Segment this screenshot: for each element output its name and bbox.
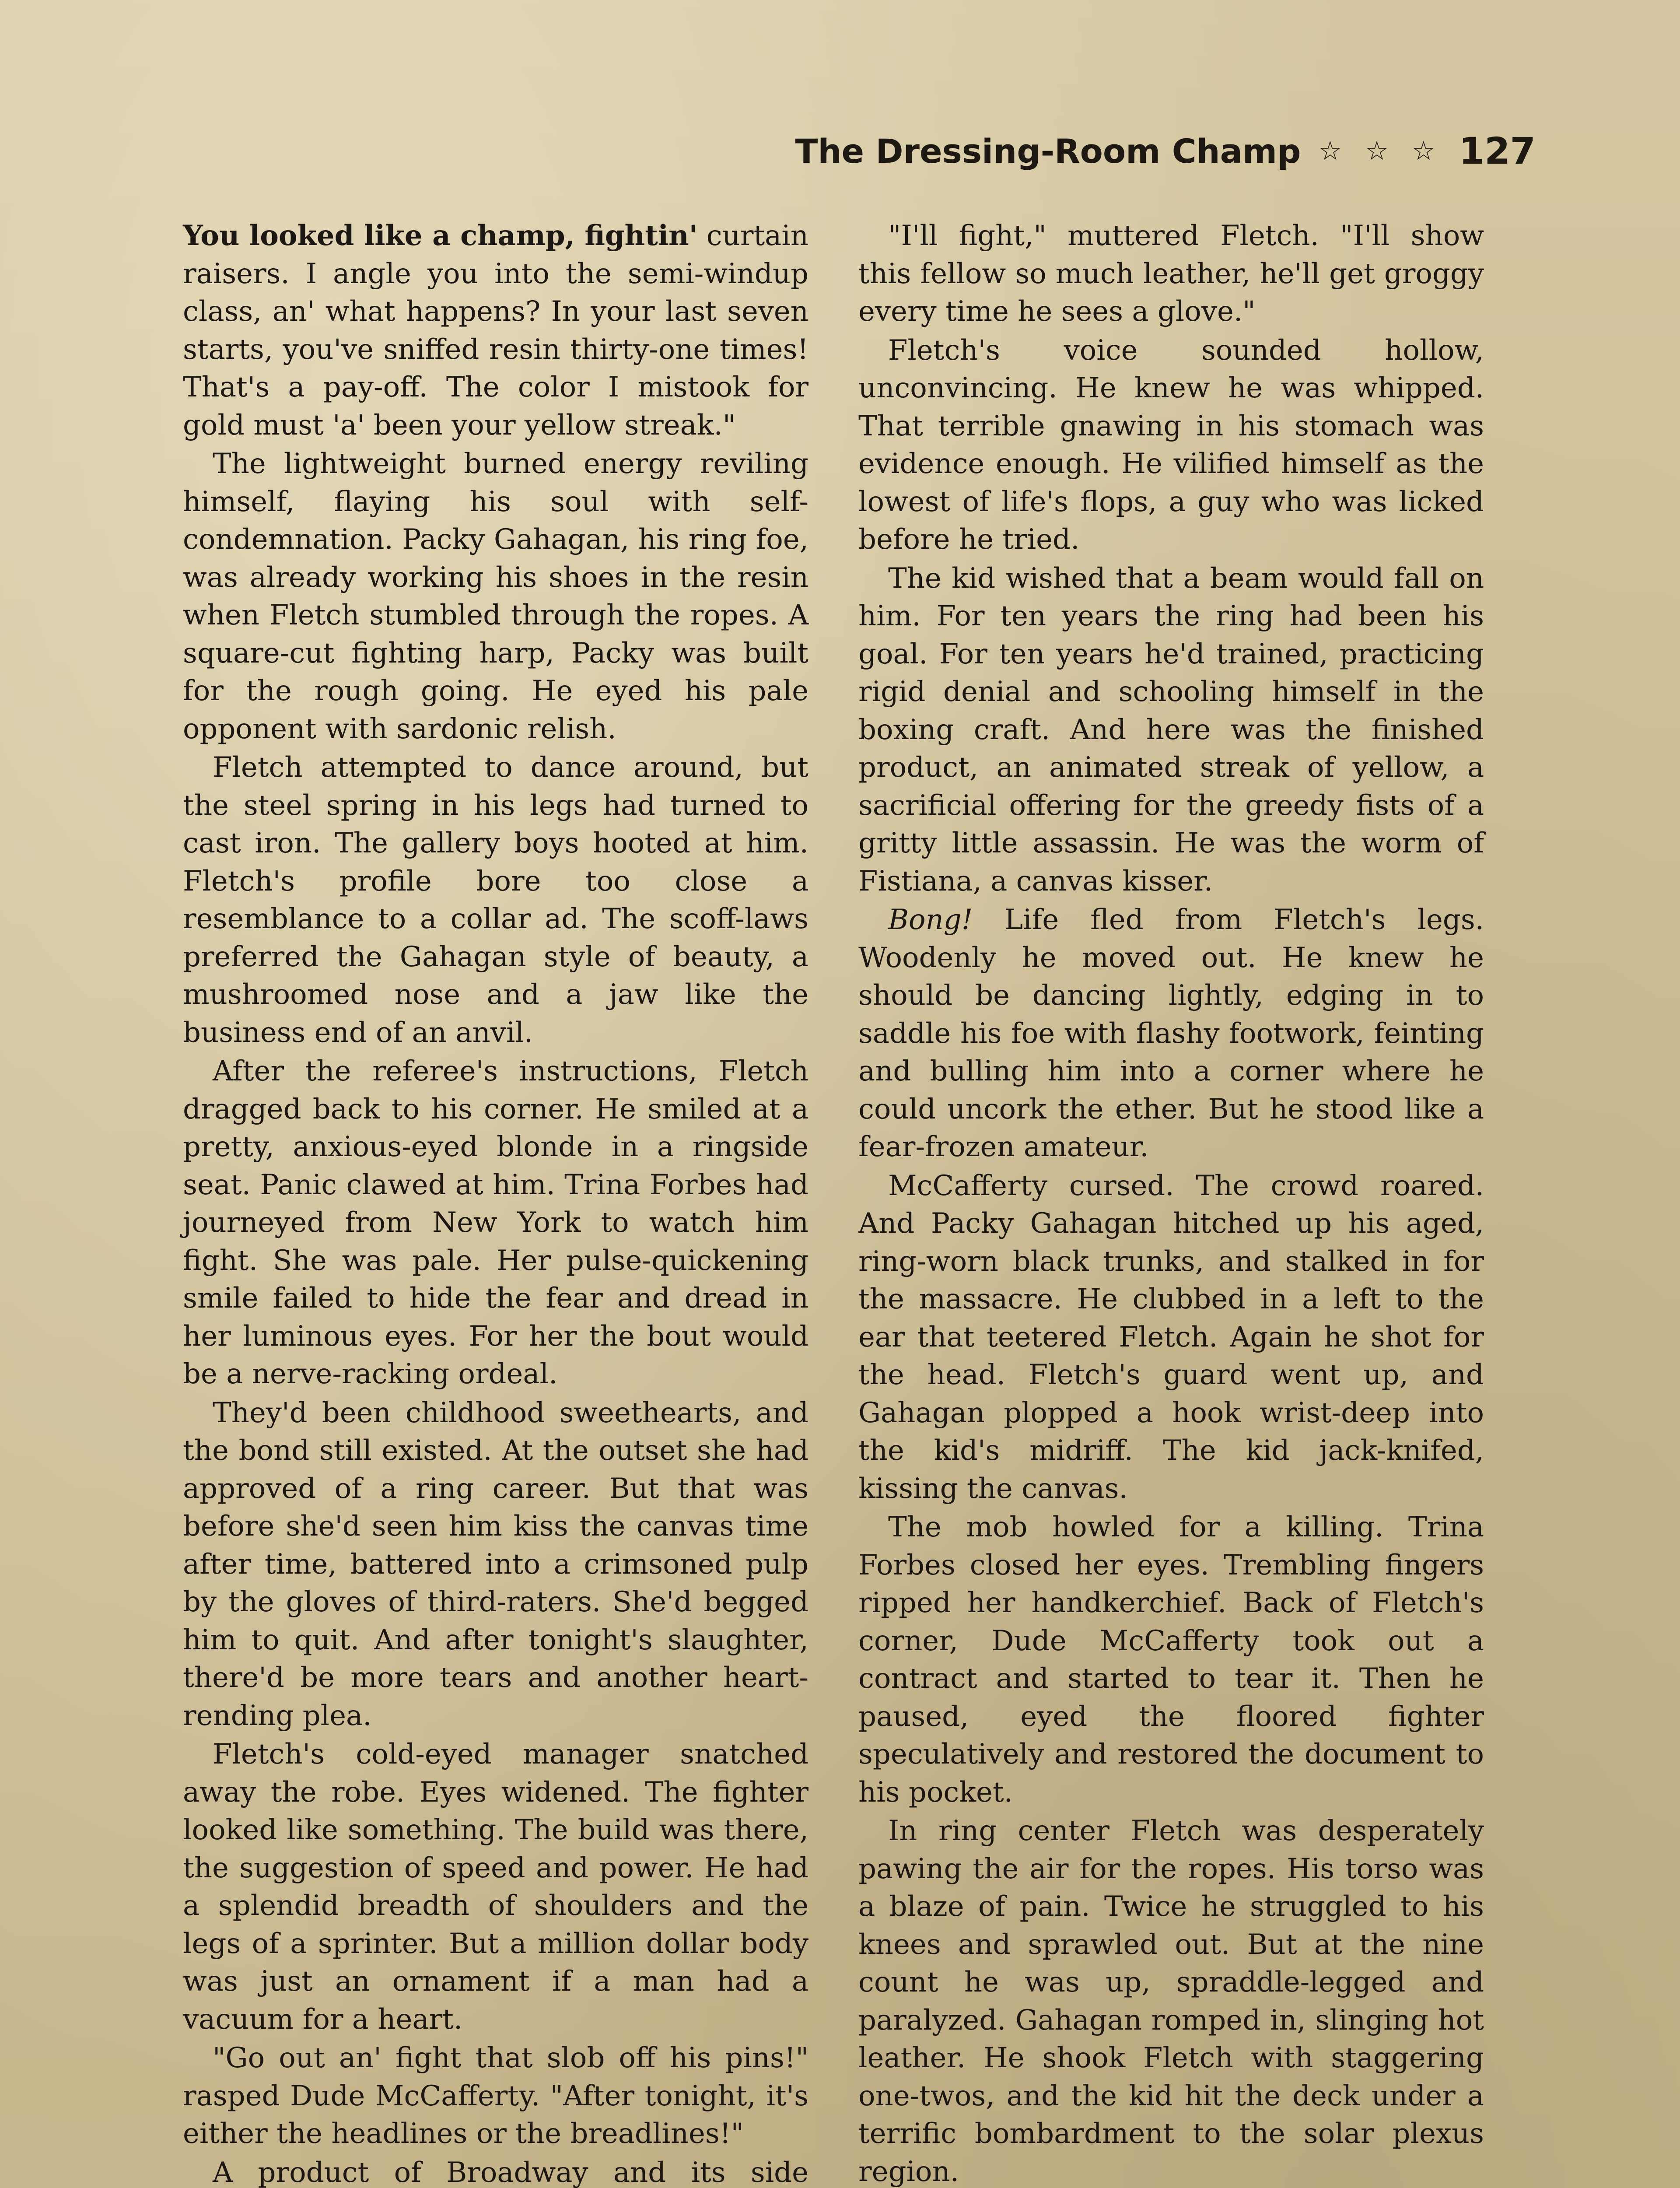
lead-in-text: You looked like a champ, fightin': [183, 219, 698, 252]
star-ornaments: ☆ ☆ ☆: [1318, 136, 1442, 166]
paragraph: Fletch attempted to dance around, but the steel spring in his legs had turned to cast iron. The gallery boys hooted at him. Fletch's profile bore too close a resemblance to a collar ad. The scoff-laws preferred the Gahagan style of beauty, a mushroomed nose and a jaw like the business end of an anvil.: [183, 751, 808, 1049]
running-title: The Dressing-Room Champ: [795, 131, 1301, 171]
paragraph: The lightweight burned energy reviling himself, flaying his soul with self-condemnation. Packy Gahagan, his ring foe, was already working his shoes in the resin when Fletch stumbled through the ropes. A square-cut fighting harp, Packy was built for the rough going. He eyed his pale opponent with sardonic relish.: [183, 448, 808, 745]
right-column: [858, 217, 1484, 2188]
paragraph: "Go out an' fight that slob off his pins!" rasped Dude McCafferty. "After tonight, it's either the headlines or the breadlines!": [183, 2042, 808, 2150]
paragraph: Fletch's voice sounded hollow, unconvincing. He knew he was whipped. That terrible gnawing in his stomach was evidence enough. He vilified himself as the lowest of life's flops, a guy who was licked before he tried.: [858, 334, 1484, 556]
page-number: 127: [1459, 130, 1536, 172]
paragraph: After the referee's instructions, Fletch dragged back to his corner. He smiled at a pretty, anxious-eyed blonde in a ringside seat. Panic clawed at him. Trina Forbes had journeyed from New York to watch him fight. She was pale. Her pulse-quickening smile failed to hide the fear and dread in her luminous eyes. For her the bout would be a nerve-racking ordeal.: [183, 1055, 808, 1390]
paragraph: The kid wished that a beam would fall on him. For ten years the ring had been his goal. For ten years he'd trained, practicing rigid denial and schooling himself in the boxing craft. And here was the finished product, an animated streak of yellow, a sacrificial offering for the greedy fists of a gritty little assassin. He was the worm of Fistiana, a canvas kisser.: [858, 562, 1484, 898]
paragraph: A product of Broadway and its side: [213, 2156, 808, 2188]
paragraph: The mob howled for a killing. Trina Forbes closed her eyes. Trembling fingers ripped her handkerchief. Back of Fletch's corner, Dude McCafferty took out a contract and started to tear it. Then he paused, eyed the floored fighter speculatively and restored the document to his pocket.: [858, 1511, 1484, 1809]
paragraph: Fletch's cold-eyed manager snatched away the robe. Eyes widened. The fighter looked like something. The build was there, the suggestion of speed and power. He had a splendid breadth of shoulders and the legs of a sprinter. But a million dollar body was just an ornament if a man had a vacuum for a heart.: [183, 1738, 808, 2036]
paragraph-text: Life fled from Fletch's legs. Woodenly he moved out. He knew he should be dancing lightly, edging in to saddle his foe with flashy footwork, feinting and bulling him into a corner where he could uncork the ether. But he stood like a fear-frozen amateur.: [858, 904, 1484, 1163]
left-column: [183, 217, 808, 2188]
paragraph: McCafferty cursed. The crowd roared. And Packy Gahagan hitched up his aged, ring-worn black trunks, and stalked in for the massacre. He clubbed in a left to the ear that teetered Fletch. Again he shot for the head. Fletch's guard went up, and Gahagan plopped a hook wrist-deep into the kid's midriff. The kid jack-knifed, kissing the canvas.: [858, 1169, 1484, 1505]
paragraph: They'd been childhood sweethearts, and the bond still existed. At the outset she had approved of a ring career. But that was before she'd seen him kiss the canvas time after time, battered into a crimsoned pulp by the gloves of third-raters. She'd begged him to quit. And after tonight's slaughter, there'd be more tears and another heart-rending plea.: [183, 1396, 808, 1732]
paragraph: In ring center Fletch was desperately pawing the air for the ropes. His torso was a blaze of pain. Twice he struggled to his knees and sprawled out. But at the nine count he was up, spraddle-legged and paralyzed. Gahagan romped in, slinging hot leather. He shook Fletch with staggering one-twos, and the kid hit the deck under a terrific bombardment to the solar plexus region.: [858, 1815, 1484, 2188]
italic-exclamation: Bong!: [888, 904, 973, 936]
paragraph: [183, 217, 808, 444]
paragraph: [858, 901, 1484, 1166]
paragraph-text: curtain raisers. I angle you into the semi-windup class, an' what happens? In your last seven starts, you've sniffed resin thirty-one times! That's a pay-off. The color I mistook for gold must 'a' been your yellow streak.": [183, 220, 808, 442]
paragraph: "I'll fight," muttered Fletch. "I'll show this fellow so much leather, he'll get groggy every time he sees a glove.": [858, 220, 1484, 328]
running-head: [795, 130, 1536, 172]
